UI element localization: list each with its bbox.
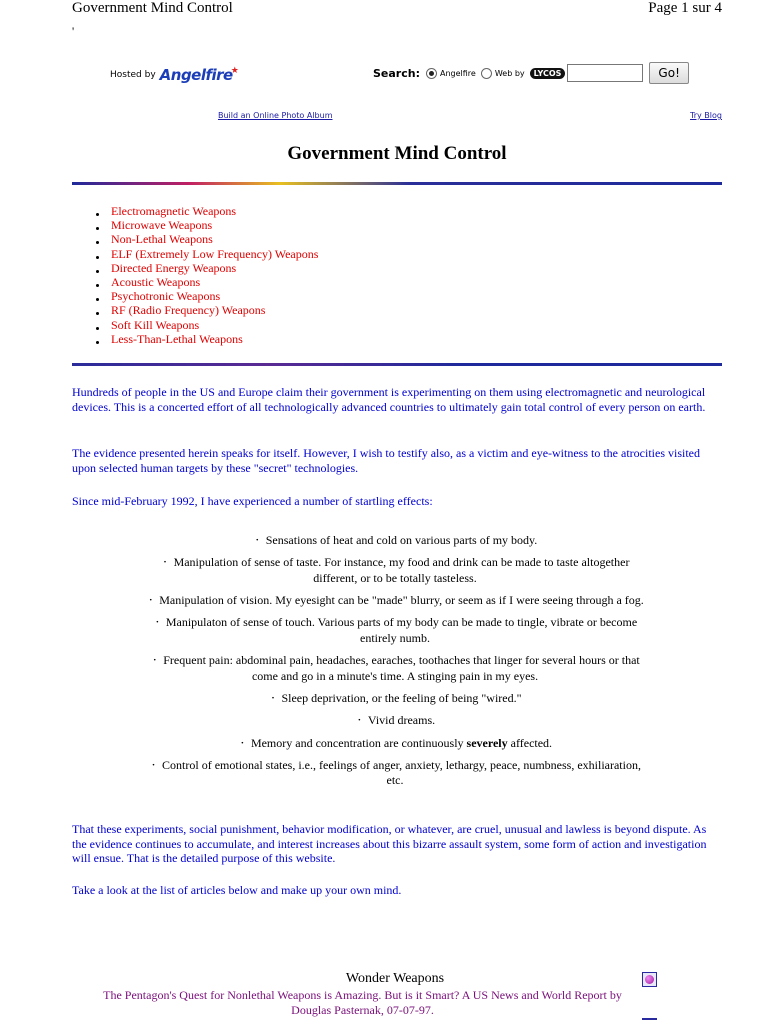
bullet-glyph: ・ (149, 759, 159, 770)
radio-web-label: Web by (494, 68, 525, 78)
page-indicator: Page 1 sur 4 (648, 0, 722, 16)
radio-web[interactable] (481, 68, 492, 79)
effects-intro-paragraph: Since mid-February 1992, I have experienced a number of startling effects: (72, 494, 433, 508)
list-item[interactable]: Less-Than-Lethal Weapons (91, 332, 318, 346)
list-item[interactable]: Directed Energy Weapons (91, 261, 318, 275)
intro-paragraph: Hundreds of people in the US and Europe claim their government is experimenting on them using electromagnetic and neurological devices. This is a concerted effort of all technologically advanced countries to ultimately gain total control of every person on earth. (72, 385, 706, 414)
radio-angelfire-label: Angelfire (439, 68, 476, 78)
photo-album-link[interactable]: Build an Online Photo Album (218, 111, 333, 120)
effect-text: Control of emotional states, i.e., feelings of anger, anxiety, lethargy, peace, numbness, exhiliaration, etc. (162, 757, 641, 788)
effect-text: Vivid dreams. (367, 713, 436, 728)
page-title: Government Mind Control (287, 143, 507, 164)
effect-emphasis: severely (466, 735, 508, 750)
purple-ball-icon[interactable] (642, 972, 657, 987)
effect-text: Frequent pain: abdominal pain, headaches, earaches, toothaches that linger for several hours or that come and go in a minute's time. A stinging pain in my eyes. (163, 653, 640, 683)
effect-text: affected. (507, 735, 553, 750)
radio-angelfire[interactable] (426, 68, 437, 79)
list-item[interactable]: Acoustic Weapons (91, 275, 318, 289)
effect-item (140, 533, 650, 549)
effect-item (140, 555, 650, 586)
search-bar (373, 62, 689, 84)
gradient-divider-top (72, 182, 722, 185)
list-item[interactable]: Microwave Weapons (91, 218, 318, 232)
gradient-divider-bottom (72, 363, 722, 366)
effect-item (140, 653, 650, 684)
effect-item (140, 736, 650, 752)
article-title[interactable]: Wonder Weapons (345, 971, 445, 986)
effect-item (140, 615, 650, 646)
hosted-by-banner[interactable] (110, 66, 238, 84)
go-button[interactable]: Go! (649, 62, 688, 84)
effect-text: Manipulaton of sense of touch. Various parts of my body can be made to tingle, vibrate or become entirely numb. (165, 615, 638, 645)
bullet-glyph: ・ (237, 737, 247, 748)
search-label: Search: (373, 66, 420, 80)
effect-text: Manipulation of vision. My eyesight can be "made" blurry, or seem as if I were seeing through a fog. (159, 593, 644, 608)
effect-text: Sensations of heat and cold on various parts of my body. (265, 533, 538, 547)
list-item[interactable]: Soft Kill Weapons (91, 318, 318, 332)
bullet-glyph: ・ (150, 655, 160, 666)
effect-text: Manipulation of sense of taste. For instance, my food and drink can be made to taste altogether different, or to be totally tasteless. (173, 555, 630, 585)
effect-item (140, 758, 650, 789)
document-header-title: Government Mind Control (72, 0, 233, 16)
evidence-paragraph: The evidence presented herein speaks for itself. However, I wish to testify also, as a victim and eye-witness to the atrocities visited upon selected human targets by these "secret" technologies. (72, 446, 700, 475)
conclusion-paragraph: That these experiments, social punishment, behavior modification, or whatever, are cruel, unusual and lawless is beyond dispute. As the evidence continues to accumulate, and interest increases about this bizarre assault system, some form of action and investigation will ensue. That is the detailed purpose of this website. (72, 822, 707, 866)
list-item[interactable]: Electromagnetic Weapons (91, 204, 318, 218)
bullet-glyph: ・ (354, 715, 364, 726)
star-icon: ★ (230, 66, 239, 76)
effect-text: Memory and concentration are continuously (250, 735, 467, 750)
hosted-by-label: Hosted by (110, 70, 156, 80)
effect-item (140, 593, 650, 609)
lycos-logo: LYCOS (530, 68, 566, 79)
angelfire-logo-text: Angelfire (159, 66, 233, 84)
try-blog-link[interactable]: Try Blog (690, 111, 722, 120)
effect-item (140, 691, 650, 707)
bullet-glyph: ・ (152, 617, 162, 628)
list-item[interactable]: RF (Radio Frequency) Weapons (91, 303, 318, 317)
weapons-list (91, 204, 318, 346)
tick-mark: ' (72, 24, 75, 38)
search-input[interactable] (567, 64, 643, 82)
effects-list (140, 533, 650, 796)
list-item[interactable]: Non-Lethal Weapons (91, 232, 318, 246)
bullet-glyph: ・ (146, 595, 156, 606)
list-item[interactable]: ELF (Extremely Low Frequency) Weapons (91, 247, 318, 261)
list-item[interactable]: Psychotronic Weapons (91, 289, 318, 303)
next-article-icon[interactable] (642, 1018, 657, 1026)
effect-item (140, 713, 650, 729)
bullet-glyph: ・ (252, 535, 262, 545)
angelfire-logo[interactable] (160, 66, 239, 84)
bullet-glyph: ・ (160, 557, 170, 568)
article-description: The Pentagon's Quest for Nonlethal Weapons is Amazing. But is it Smart? A US News and World Report by Douglas Pasternak, 07-07-97. (103, 988, 622, 1017)
effect-text: Sleep deprivation, or the feeling of being "wired." (281, 690, 522, 705)
call-to-action-paragraph: Take a look at the list of articles below and make up your own mind. (72, 883, 402, 897)
bullet-glyph: ・ (268, 692, 278, 703)
